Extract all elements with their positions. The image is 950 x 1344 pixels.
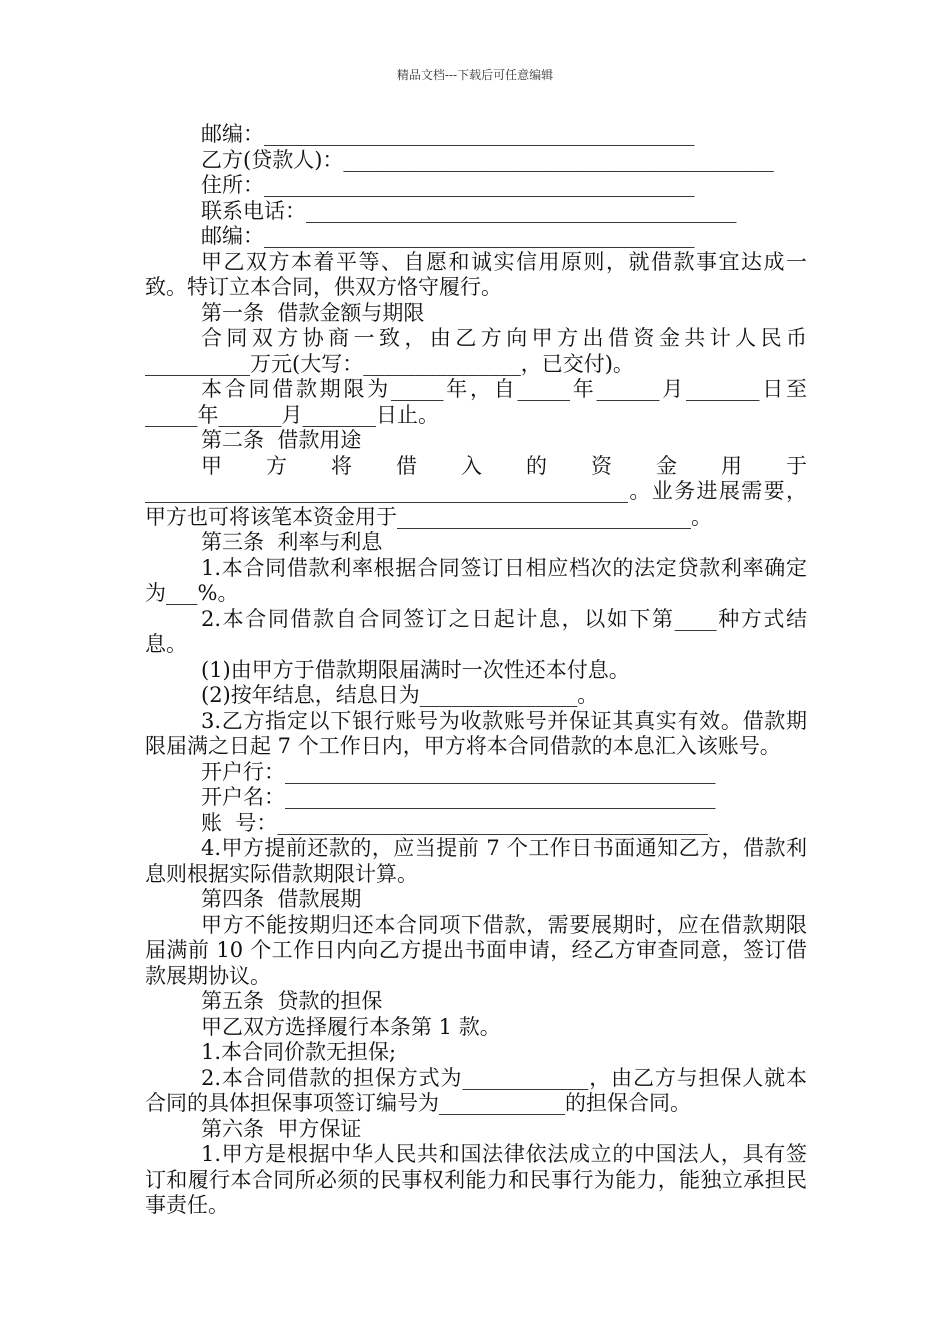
document-body: [145, 122, 807, 1219]
document-line: 住所：_________________________________________: [201, 173, 695, 197]
document-paragraph: 3.乙方指定以下银行账号为收款账号并保证其真实有效。借款期限届满之日起 7 个工作日内，甲方将本合同借款的本息汇入该账号。: [145, 708, 807, 758]
document-line: 第四条 借款展期: [201, 887, 362, 911]
document-line: 乙方(贷款人)：_________________________________________: [201, 147, 774, 172]
document-line: 邮编：_________________________________________: [201, 224, 695, 248]
document-line: 第一条 借款金额与期限: [201, 300, 425, 325]
document-paragraph: 甲方不能按期归还本合同项下借款，需要展期时，应在借款期限届满前 10 个工作日内向乙方提出书面申请，经乙方审查同意，签订借款展期协议。: [145, 912, 807, 988]
document-paragraph: 1.甲方是根据中华人民共和国法律依法成立的中国法人，具有签订和履行本合同所必须的民事权利能力和民事行为能力，能独立承担民事责任。: [145, 1142, 807, 1217]
document-line: 开户行：_________________________________________: [201, 759, 716, 784]
document-line: 1.本合同价款无担保;: [201, 1040, 397, 1064]
document-line: 开户名：_________________________________________: [201, 785, 716, 809]
document-paragraph: 本合同借款期限为_____年，自_____年______月_______日至_____年______月_______日止。: [145, 377, 807, 427]
document-line: (2)按年结息，结息日为_______________。: [201, 683, 599, 707]
document-paragraph: 甲方将借入的资金用于______________________________________________。业务进展需要，甲方也可将该笔本资金用于____________________________。: [145, 453, 807, 529]
document-line: 联系电话：_________________________________________: [201, 198, 737, 223]
document-paragraph: 2.本合同借款的担保方式为____________，由乙方与担保人就本合同的具体担保事项签订编号为____________的担保合同。: [145, 1065, 807, 1115]
page-header: 精品文档---下载后可任意编辑: [396, 68, 554, 82]
document-line: 第二条 借款用途: [201, 428, 362, 452]
document-paragraph: 合同双方协商一致，由乙方向甲方出借资金共计人民币__________万元(大写：_______________，已交付)。: [145, 326, 807, 376]
document-line: 第三条 利率与利息: [201, 530, 383, 554]
document-paragraph: 4.甲方提前还款的，应当提前 7 个工作日书面通知乙方，借款利息则根据实际借款期限计算。: [145, 836, 807, 886]
document-line: 账 号：_________________________________________: [201, 810, 708, 835]
document-paragraph: 1.本合同借款利率根据合同签订日相应档次的法定贷款利率确定为___%。: [145, 555, 807, 605]
document-line: 第六条 甲方保证: [201, 1116, 362, 1141]
document-paragraph: 甲乙双方本着平等、自愿和诚实信用原则，就借款事宜达成一致。特订立本合同，供双方恪守履行。: [145, 249, 807, 299]
document-line: 第五条 贷款的担保: [201, 989, 383, 1013]
document-line: 邮编：_________________________________________: [201, 122, 695, 146]
document-line: (1)由甲方于借款期限届满时一次性还本付息。: [201, 657, 630, 682]
document-paragraph: 2.本合同借款自合同签订之日起计息，以如下第____种方式结息。: [145, 606, 807, 656]
document-line: 甲乙双方选择履行本条第 1 款。: [201, 1014, 501, 1039]
